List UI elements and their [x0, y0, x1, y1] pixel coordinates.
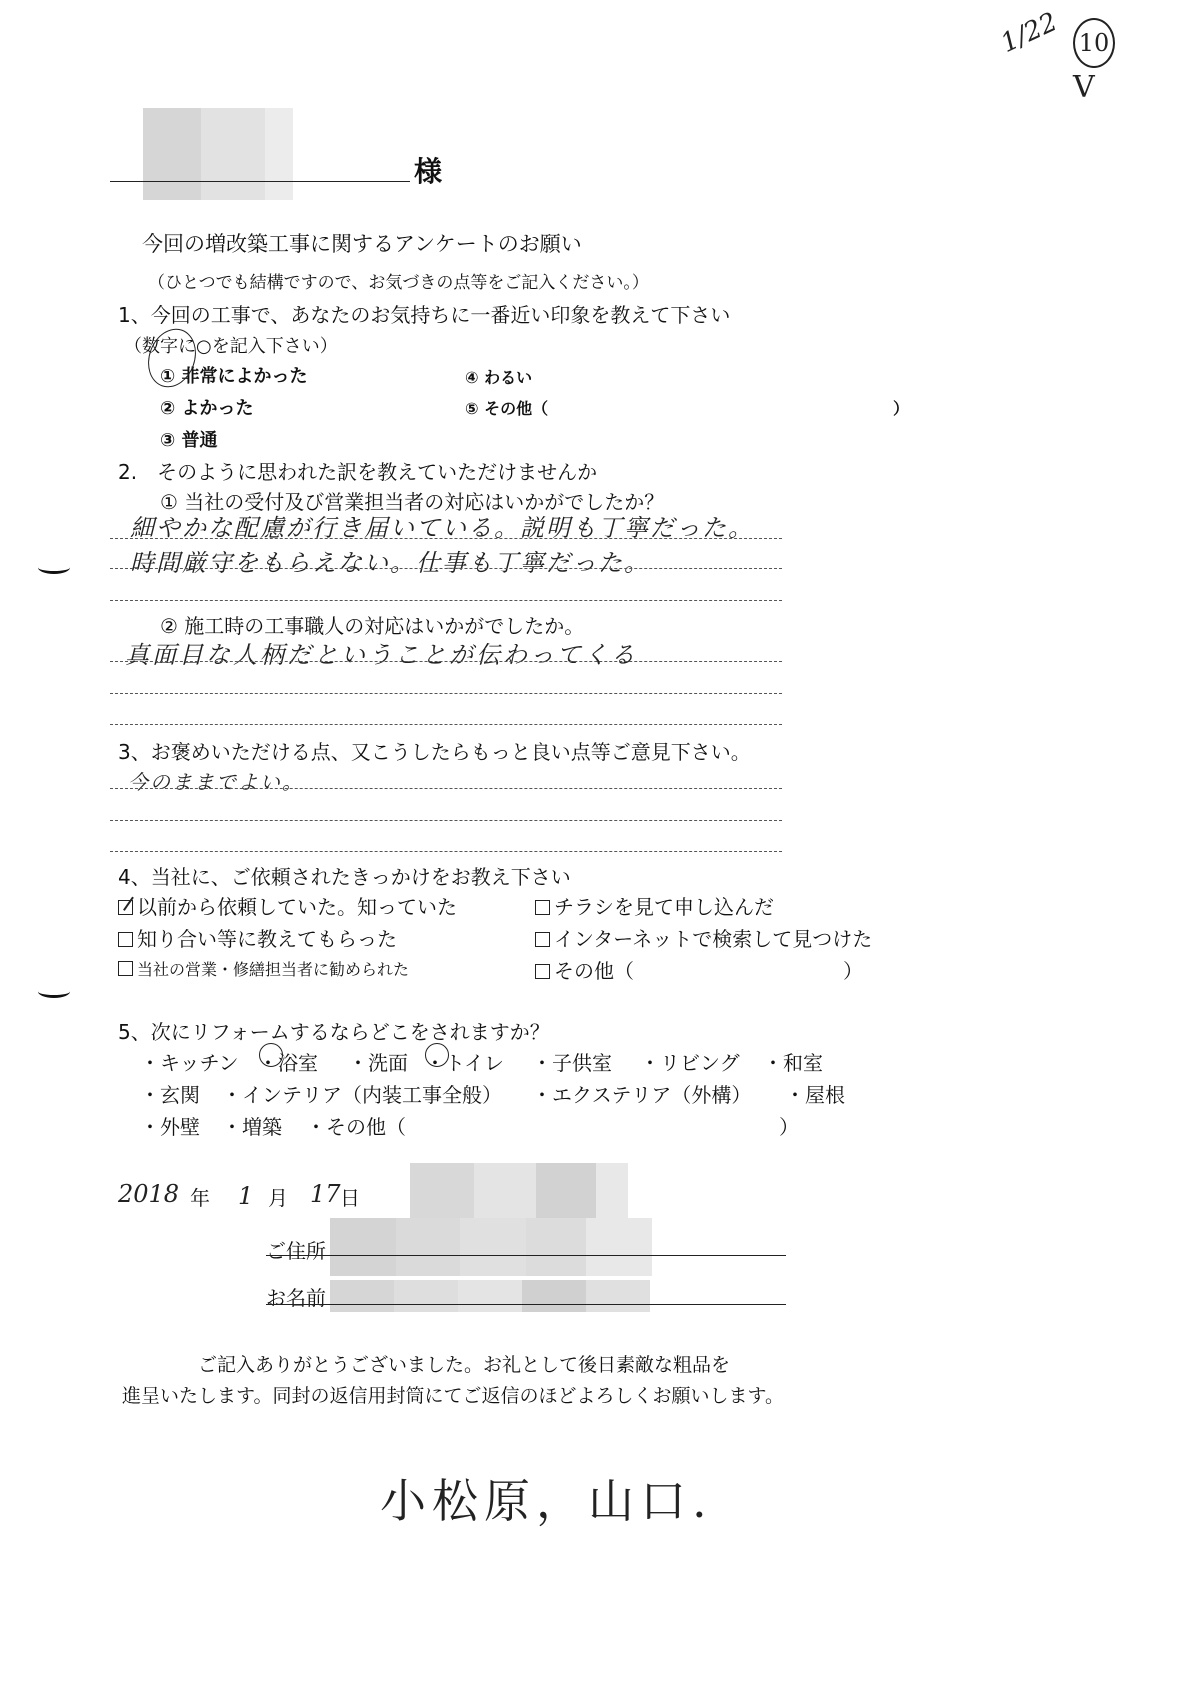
q4-checkbox[interactable]	[535, 900, 550, 915]
name-line	[266, 1304, 786, 1305]
q4-option-sales-staff[interactable]	[118, 957, 409, 980]
q1-instruction: （数字に○を記入下さい）	[124, 336, 338, 357]
name-label: お名前	[266, 1286, 326, 1310]
q5-option-children-room[interactable]: ・子供室	[532, 1051, 612, 1075]
corner-date-note: 1/22	[996, 7, 1062, 59]
q5-option-outer-wall[interactable]: ・外壁	[140, 1115, 200, 1139]
q4-option-other-close: ）	[843, 959, 863, 983]
date-day-label: 日	[340, 1186, 360, 1210]
q2-sub2-line-2	[110, 693, 782, 694]
q4-option-sales-staff-label: 当社の営業・修繕担当者に勧められた	[137, 960, 410, 979]
q5-option-toilet[interactable]: ・トイレ	[425, 1051, 504, 1075]
date-month[interactable]: 1	[238, 1182, 254, 1210]
q5-option-japanese-room[interactable]: ・和室	[763, 1051, 823, 1075]
q4-option-previous-label: 以前から依頼していた。知っていた	[137, 895, 457, 919]
q2-sub1-answer-1[interactable]: 細やかな配慮が行き届いている。説明も丁寧だった。	[130, 514, 754, 542]
q4-option-flyer[interactable]	[535, 891, 774, 920]
q2-sub2-line-3	[110, 724, 782, 725]
redacted-name	[330, 1280, 650, 1312]
address-line	[266, 1255, 786, 1256]
address-label: ご住所	[266, 1239, 326, 1263]
q5-toilet-selection-circle	[425, 1043, 449, 1067]
thanks-line-2: 進呈いたします。同封の返信用封筒にてご返信のほどよろしくお願いします。	[122, 1385, 784, 1407]
q3-question: 3、お褒めいただける点、又こうしたらもっと良い点等ご意見下さい。	[118, 740, 751, 764]
q5-option-bathroom[interactable]: ・浴室	[258, 1051, 318, 1075]
q5-option-extension[interactable]: ・増築	[222, 1115, 282, 1139]
recipient-line	[110, 181, 410, 182]
q4-option-flyer-label: チラシを見て申し込んだ	[554, 895, 774, 919]
q1-option-2[interactable]: ② よかった	[160, 398, 254, 419]
q5-option-other[interactable]: ・その他（	[306, 1115, 406, 1139]
q2-sub1-line-3	[110, 600, 782, 601]
q4-option-previous[interactable]	[118, 891, 457, 920]
q4-option-other[interactable]	[535, 955, 634, 984]
punch-hole-mark	[38, 561, 70, 574]
q4-checkbox[interactable]	[535, 932, 550, 947]
q2-sub1-line-1	[110, 538, 782, 539]
q2-sub1-line-2	[110, 568, 782, 569]
q5-option-kitchen[interactable]: ・キッチン	[140, 1051, 239, 1075]
q3-line-3	[110, 851, 782, 852]
q5-option-other-close: ）	[779, 1115, 799, 1139]
q1-question: 1、今回の工事で、あなたのお気持ちに一番近い印象を教えて下さい	[118, 303, 731, 327]
q4-option-internet[interactable]	[535, 923, 872, 952]
q4-checkbox[interactable]	[118, 961, 133, 976]
q3-line-1	[110, 788, 782, 789]
corner-check-mark: V	[1073, 70, 1095, 105]
redacted-stamp	[410, 1163, 628, 1225]
q5-option-interior[interactable]: ・インテリア（内装工事全般）	[222, 1083, 502, 1107]
q5-question: 5、次にリフォームするならどこをされますか？	[118, 1020, 550, 1044]
date-year-label: 年	[190, 1186, 210, 1210]
q5-option-exterior[interactable]: ・エクステリア（外構）	[532, 1083, 752, 1107]
q4-checkbox-checked[interactable]	[118, 900, 133, 915]
q3-answer-1[interactable]: 今のままでよい。	[128, 770, 304, 794]
q1-option-4[interactable]: ④ わるい	[465, 368, 533, 387]
date-year[interactable]: 2018	[118, 1180, 180, 1208]
q5-bathroom-selection-circle	[259, 1043, 283, 1067]
q5-option-roof[interactable]: ・屋根	[785, 1083, 845, 1107]
q2-sub1-answer-2[interactable]: 時間厳守をもらえない。仕事も丁寧だった。	[130, 549, 650, 577]
q1-option-1[interactable]: ① 非常によかった	[160, 366, 308, 387]
q4-checkbox[interactable]	[535, 964, 550, 979]
q1-option-5-close: ）	[893, 399, 910, 418]
q1-option-5[interactable]: ⑤ その他（	[465, 399, 549, 418]
q1-option-3[interactable]: ③ 普通	[160, 430, 218, 451]
q4-option-acquaintance[interactable]	[118, 923, 397, 952]
redacted-address	[330, 1218, 652, 1276]
q4-checkbox[interactable]	[118, 932, 133, 947]
q5-option-washroom[interactable]: ・洗面	[348, 1051, 408, 1075]
date-day[interactable]: 17	[310, 1180, 341, 1208]
q2-sub1-question: ① 当社の受付及び営業担当者の対応はいかがでしたか？	[160, 490, 665, 514]
q4-option-other-label: その他（	[554, 959, 634, 983]
punch-hole-mark	[38, 985, 70, 998]
survey-subtitle: （ひとつでも結構ですので、お気づきの点等をご記入ください。）	[148, 273, 649, 293]
q3-line-2	[110, 820, 782, 821]
q5-option-living[interactable]: ・リビング	[640, 1051, 740, 1075]
thanks-line-1: ご記入ありがとうございました。お礼として後日素敵な粗品を	[198, 1354, 731, 1376]
q2-sub2-answer-1[interactable]: 真面目な人柄だということが伝わってくる	[125, 641, 638, 669]
q5-option-entrance[interactable]: ・玄関	[140, 1083, 200, 1107]
date-month-label: 月	[268, 1186, 288, 1210]
q2-sub2-question: ② 施工時の工事職人の対応はいかがでしたか。	[160, 614, 585, 638]
q2-question: 2. そのように思われた訳を教えていただけませんか	[118, 460, 598, 484]
redacted-recipient	[143, 108, 293, 200]
q4-question: 4、当社に、ご依頼されたきっかけをお教え下さい	[118, 865, 571, 889]
q2-sub2-line-1	[110, 661, 782, 662]
staff-signature: 小松原，山口.	[380, 1474, 713, 1528]
q4-option-acquaintance-label: 知り合い等に教えてもらった	[137, 927, 397, 951]
survey-title: 今回の増改築工事に関するアンケートのお願い	[142, 232, 582, 256]
corner-circled-number: 10	[1073, 18, 1115, 68]
recipient-suffix: 様	[414, 155, 443, 188]
q4-option-internet-label: インターネットで検索して見つけた	[554, 927, 873, 951]
